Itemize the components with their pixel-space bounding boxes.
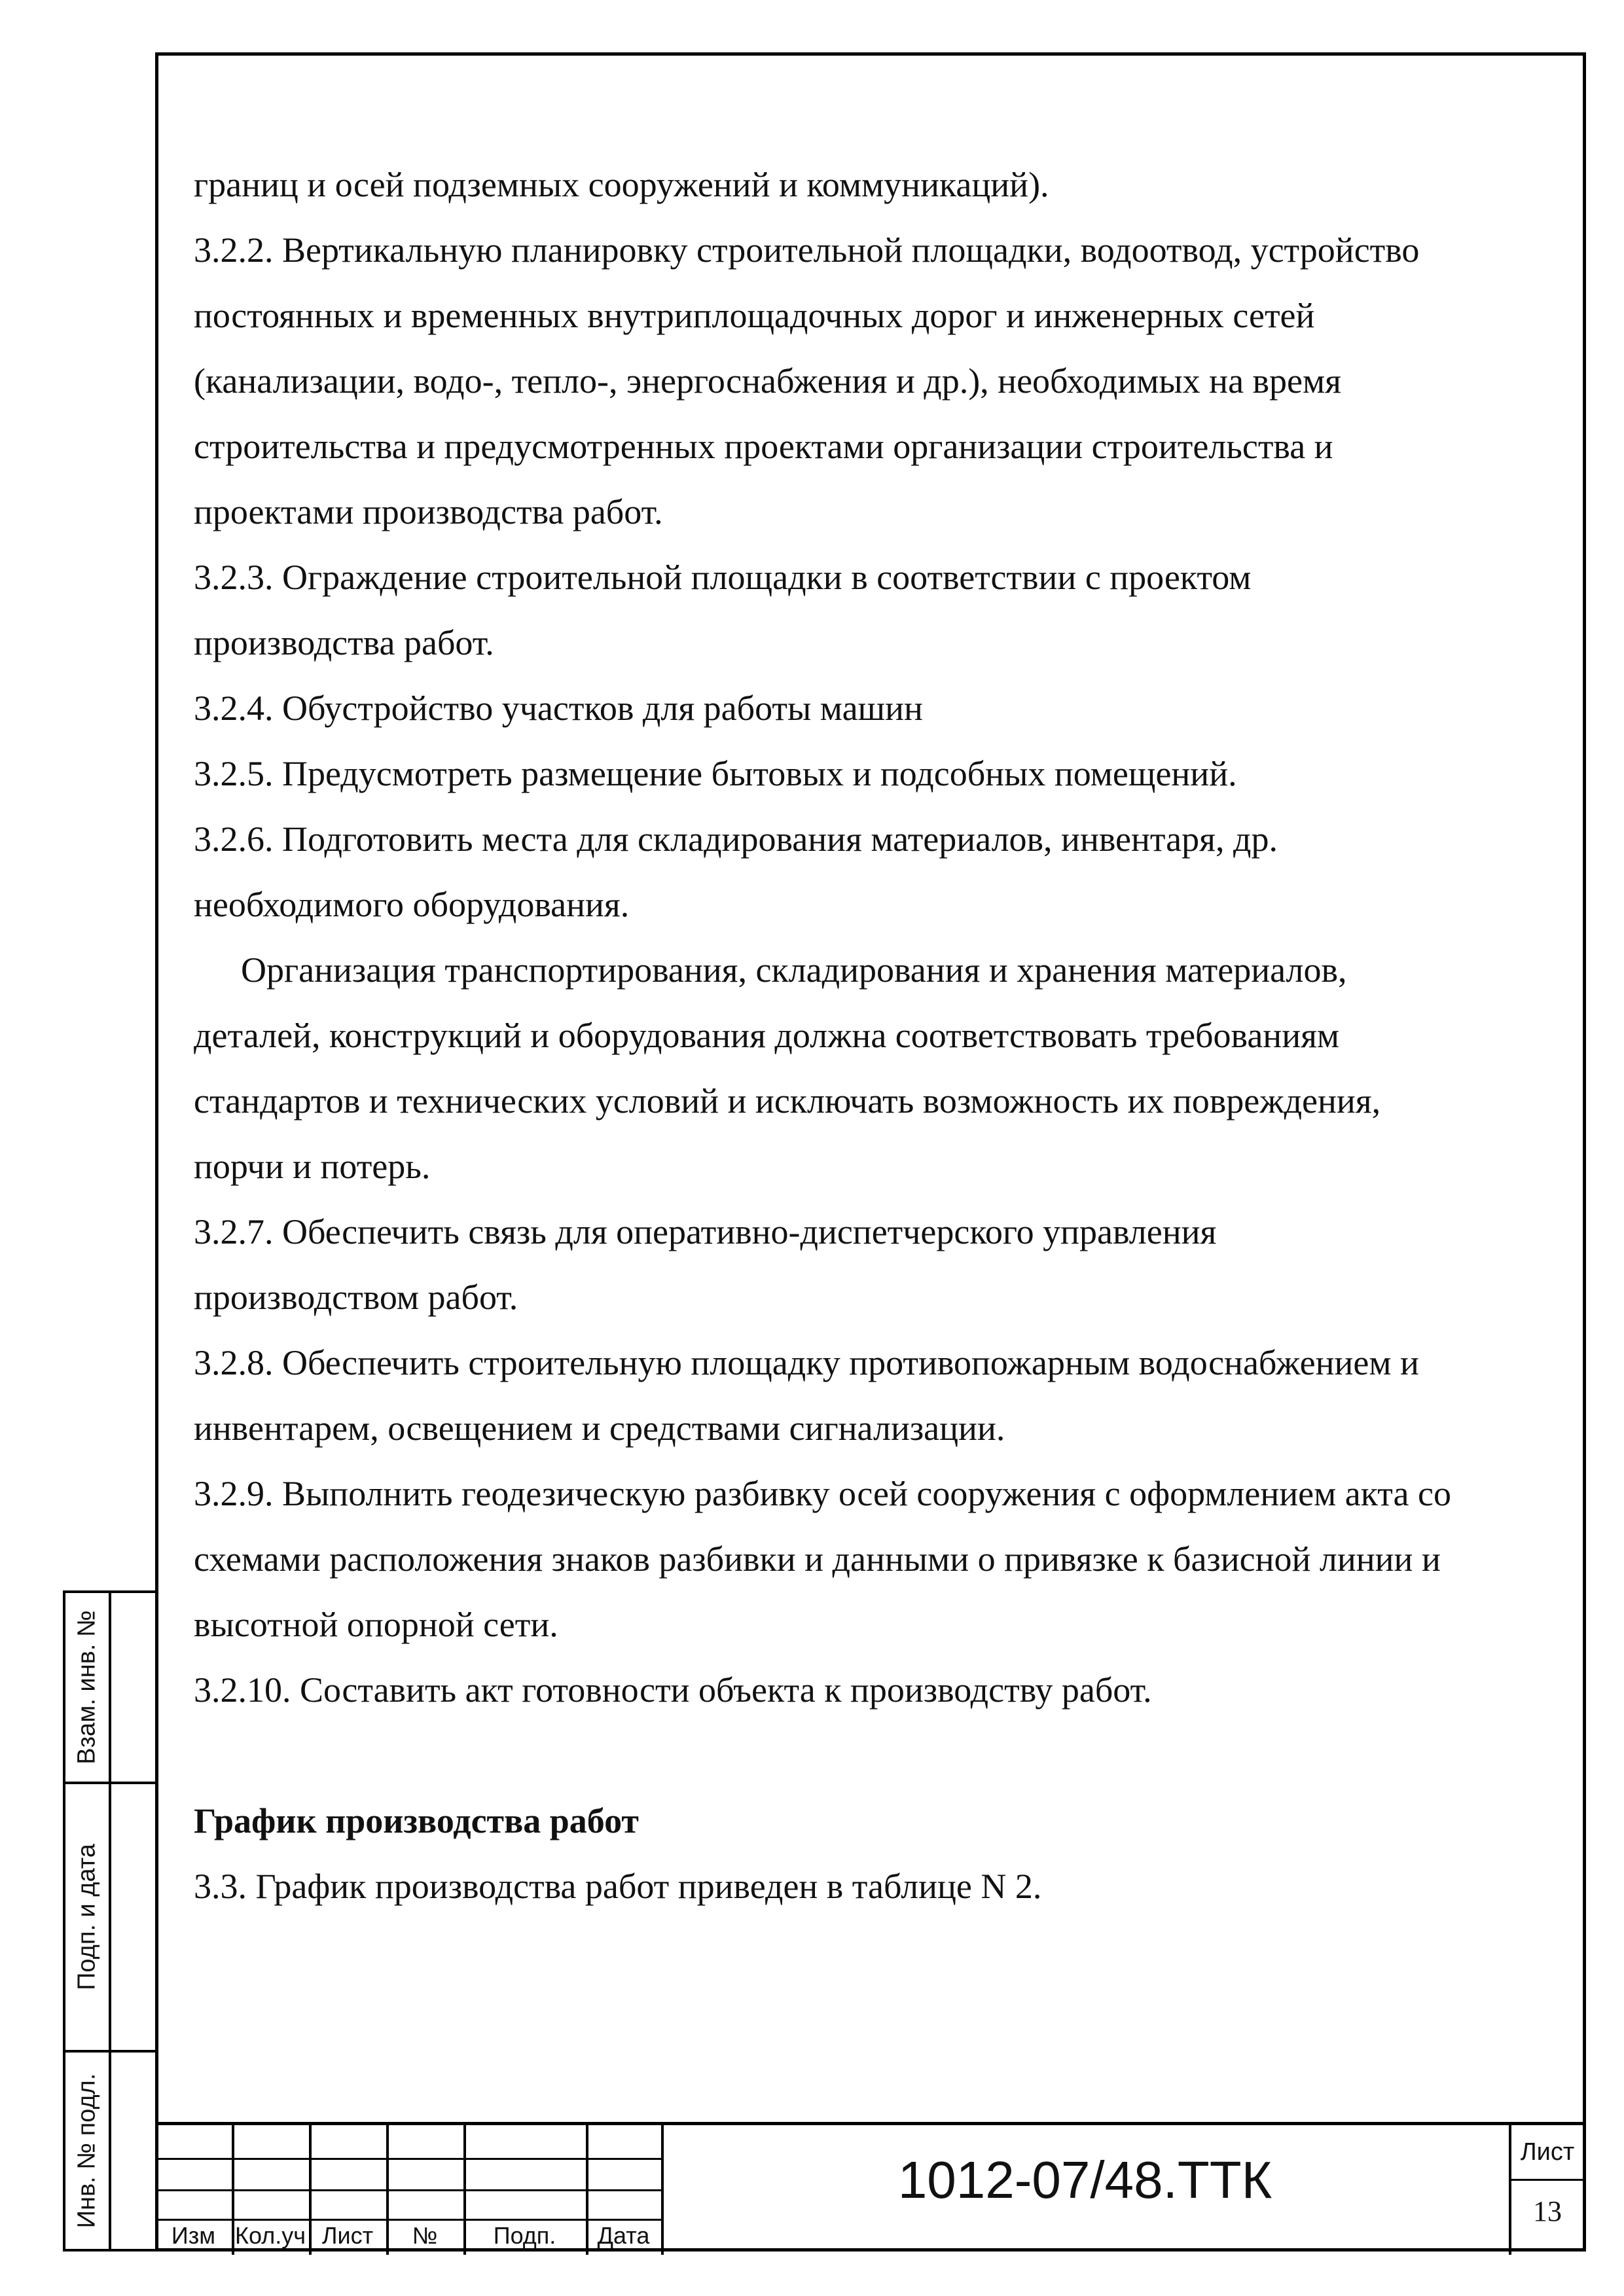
text-line: 3.3. График производства работ приведен в таблице N 2. bbox=[194, 1867, 1042, 1906]
text-line: 3.2.2. Вертикальную планировку строительной площадки, водоотвод, устройство bbox=[194, 230, 1420, 270]
col-list: Лист bbox=[321, 2222, 374, 2249]
col-kol-uch: Кол.уч bbox=[235, 2222, 306, 2249]
col-izm: Изм bbox=[171, 2222, 216, 2249]
document-number: 1012-07/48.ТТК bbox=[897, 2151, 1272, 2209]
text-line: постоянных и временных внутриплощадочных дорог и инженерных сетей bbox=[194, 296, 1315, 335]
text-line: необходимого оборудования. bbox=[194, 885, 630, 924]
text-line: (канализации, водо-, тепло-, энергоснабжения и др.), необходимых на время bbox=[194, 361, 1342, 401]
text-line: деталей, конструкций и оборудования должна соответствовать требованиям bbox=[194, 1016, 1340, 1055]
document-body bbox=[194, 152, 1568, 1919]
text-line: инвентарем, освещением и средствами сигнализации. bbox=[194, 1408, 1005, 1448]
col-num: № bbox=[412, 2222, 438, 2249]
text-line: 3.2.8. Обеспечить строительную площадку противопожарным водоснабжением и bbox=[194, 1343, 1419, 1382]
text-line: схемами расположения знаков разбивки и данными о привязке к базисной линии и bbox=[194, 1539, 1441, 1579]
text-line: высотной опорной сети. bbox=[194, 1605, 558, 1644]
side-stamp bbox=[63, 1590, 155, 2251]
text-line: границ и осей подземных сооружений и коммуникаций). bbox=[194, 165, 1049, 204]
text-line: порчи и потерь. bbox=[194, 1147, 431, 1186]
section-heading: График производства работ bbox=[194, 1801, 639, 1840]
text-line: 3.2.3. Ограждение строительной площадки в соответствии с проектом bbox=[194, 558, 1252, 597]
title-block bbox=[155, 2122, 1586, 2251]
text-line: строительства и предусмотренных проектами организации строительства и bbox=[194, 427, 1333, 466]
inv-podl-label: Инв. № подл. bbox=[73, 2073, 101, 2229]
col-data: Дата bbox=[597, 2222, 650, 2249]
side-stamp-podp-data bbox=[65, 1784, 158, 2053]
text-line: 3.2.5. Предусмотреть размещение бытовых и подсобных помещений. bbox=[194, 754, 1237, 793]
text-line: проектами производства работ. bbox=[194, 492, 663, 531]
text-line: производством работ. bbox=[194, 1278, 518, 1317]
text-line: производства работ. bbox=[194, 623, 494, 662]
text-line: 3.2.7. Обеспечить связь для оперативно-диспетчерского управления bbox=[194, 1212, 1217, 1251]
text-line: 3.2.6. Подготовить места для складирования материалов, инвентаря, др. bbox=[194, 819, 1278, 859]
text-line: стандартов и технических условий и исключать возможность их повреждения, bbox=[194, 1081, 1381, 1121]
text-line: 3.2.9. Выполнить геодезическую разбивку осей сооружения с оформлением акта со bbox=[194, 1474, 1451, 1513]
side-stamp-inv-podl bbox=[65, 2053, 158, 2249]
text-line: 3.2.10. Составить акт готовности объекта к производству работ. bbox=[194, 1670, 1152, 1710]
sheet-number: 13 bbox=[1533, 2195, 1562, 2227]
text-line: 3.2.4. Обустройство участков для работы машин bbox=[194, 689, 923, 728]
podp-data-label: Подп. и дата bbox=[73, 1844, 101, 1990]
vzam-inv-label: Взам. инв. № bbox=[73, 1610, 101, 1765]
text-line: Организация транспортирования, складирования и хранения материалов, bbox=[241, 950, 1347, 990]
sheet-label: Лист bbox=[1520, 2138, 1575, 2166]
col-podp: Подп. bbox=[493, 2222, 556, 2249]
side-stamp-vzam-inv bbox=[65, 1593, 158, 1784]
